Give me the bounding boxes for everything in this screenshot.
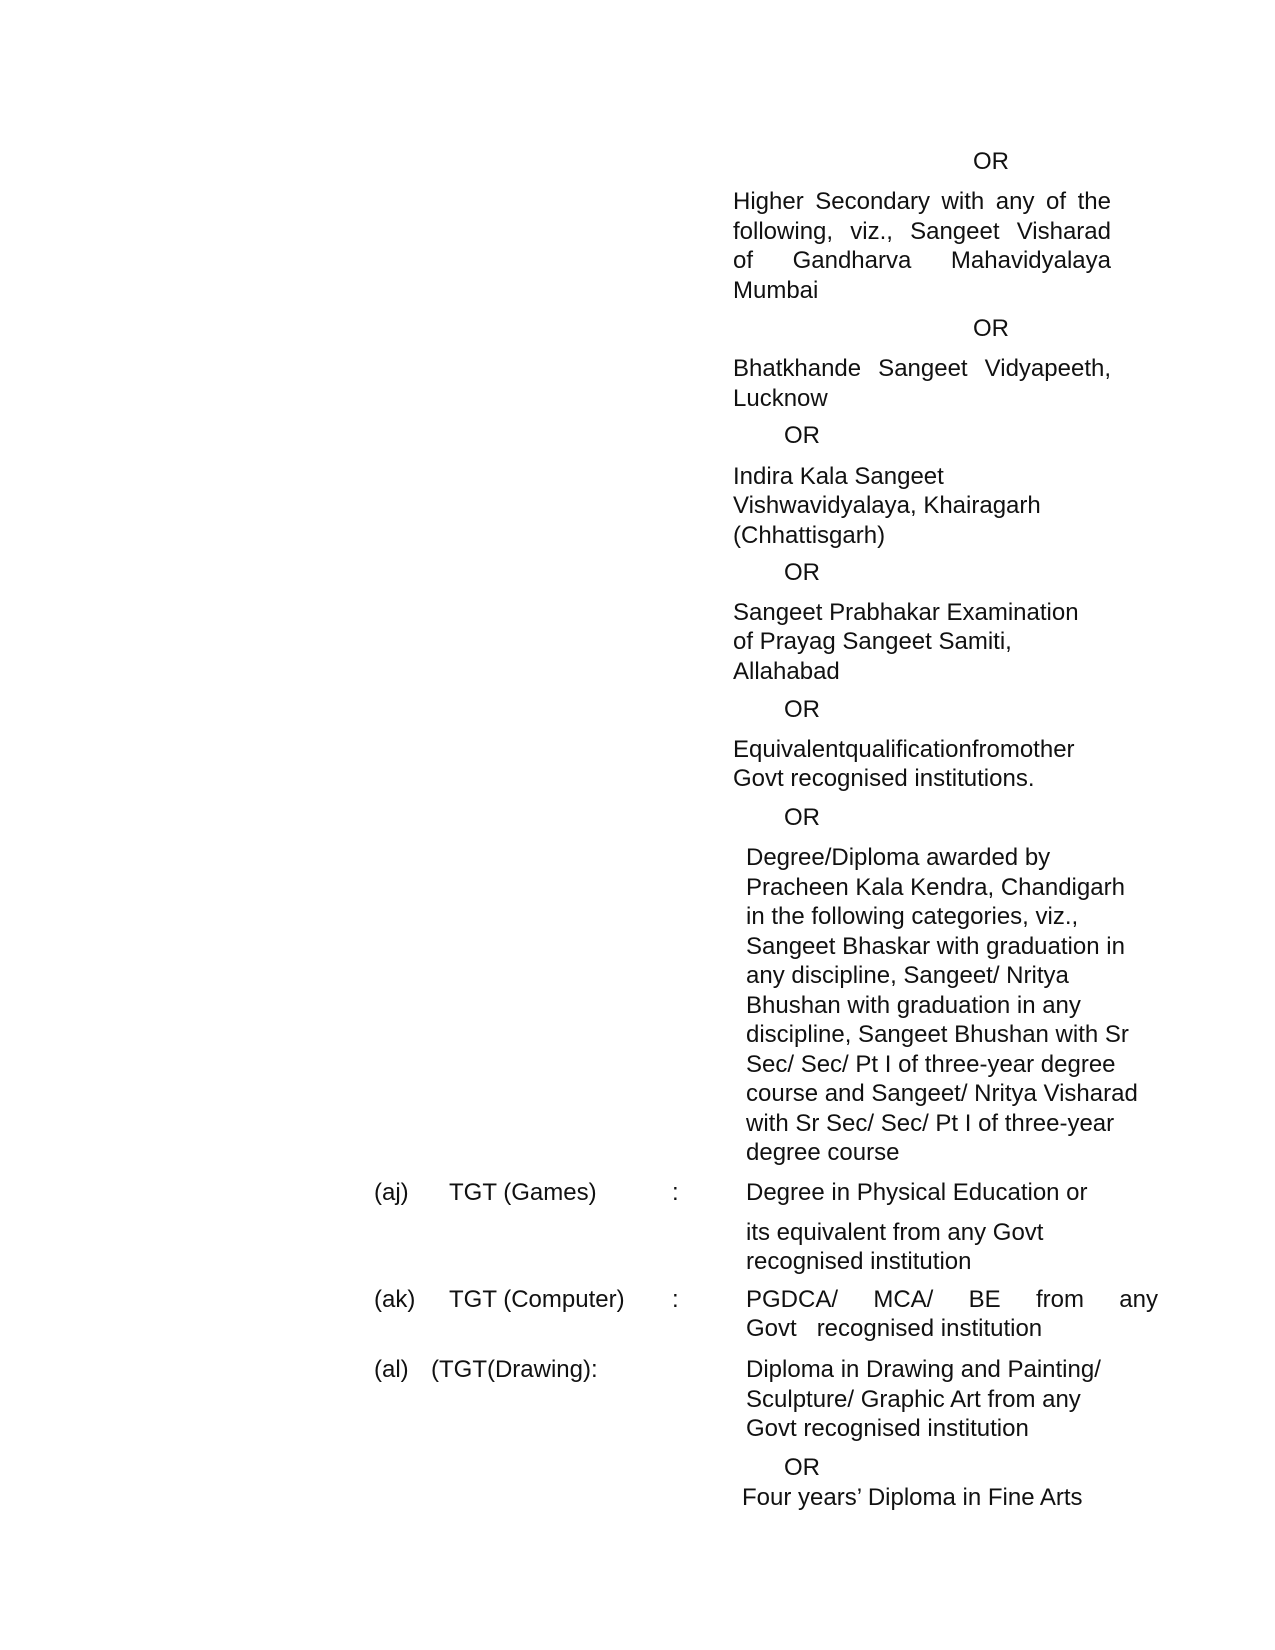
equivalent-line-2: Govt recognised institutions. [733, 765, 1035, 792]
or-separator: OR [973, 315, 1009, 342]
higher-secondary-line-3: of Gandharva Mahavidyalaya [733, 247, 1111, 274]
post-title-drawing: (TGT(Drawing): [431, 1356, 598, 1383]
drawing-qualification-line-4: Four years’ Diploma in Fine Arts [742, 1484, 1083, 1511]
games-qualification-line-2: its equivalent from any Govt [746, 1219, 1044, 1246]
pracheen-line: Degree/Diploma awarded by [746, 844, 1051, 871]
drawing-qualification-line-1: Diploma in Drawing and Painting/ [746, 1356, 1101, 1383]
or-separator: OR [784, 1454, 820, 1481]
indira-line-2: Vishwavidyalaya, Khairagarh [733, 492, 1041, 519]
higher-secondary-line-4: Mumbai [733, 277, 819, 304]
drawing-qualification-line-3: Govt recognised institution [746, 1415, 1029, 1442]
or-separator: OR [784, 559, 820, 586]
pracheen-line: Sec/ Sec/ Pt I of three-year degree [746, 1051, 1116, 1078]
bhatkhande-line-1: Bhatkhande Sangeet Vidyapeeth, [733, 355, 1111, 382]
colon-separator: : [672, 1286, 679, 1313]
prabhakar-line-1: Sangeet Prabhakar Examination [733, 599, 1079, 626]
item-number-aj: (aj) [374, 1179, 409, 1206]
or-separator: OR [784, 422, 820, 449]
higher-secondary-line-1: Higher Secondary with any of the [733, 188, 1111, 215]
pracheen-line: Sangeet Bhaskar with graduation in [746, 933, 1125, 960]
or-separator: OR [973, 148, 1009, 175]
prabhakar-line-2: of Prayag Sangeet Samiti, [733, 628, 1012, 655]
bhatkhande-line-2: Lucknow [733, 385, 828, 412]
item-number-ak: (ak) [374, 1286, 416, 1313]
item-number-al: (al) [374, 1356, 409, 1383]
indira-line-3: (Chhattisgarh) [733, 522, 886, 549]
pracheen-line: Bhushan with graduation in any [746, 992, 1081, 1019]
post-title-games: TGT (Games) [449, 1179, 597, 1206]
prabhakar-line-3: Allahabad [733, 658, 840, 685]
pracheen-line: degree course [746, 1139, 900, 1166]
indira-line-1: Indira Kala Sangeet [733, 463, 944, 490]
pracheen-line: with Sr Sec/ Sec/ Pt I of three-year [746, 1110, 1115, 1137]
colon-separator: : [672, 1179, 679, 1206]
games-qualification-line-3: recognised institution [746, 1248, 972, 1275]
games-qualification-line-1: Degree in Physical Education or [746, 1179, 1088, 1206]
pracheen-line: course and Sangeet/ Nritya Visharad [746, 1080, 1138, 1107]
pracheen-line: Pracheen Kala Kendra, Chandigarh [746, 874, 1125, 901]
pracheen-line: discipline, Sangeet Bhushan with Sr [746, 1021, 1129, 1048]
drawing-qualification-line-2: Sculpture/ Graphic Art from any [746, 1386, 1081, 1413]
or-separator: OR [784, 804, 820, 831]
post-title-computer: TGT (Computer) [449, 1286, 625, 1313]
pracheen-line: in the following categories, viz., [746, 903, 1079, 930]
computer-qualification-line-1: PGDCA/ MCA/ BE from any [746, 1286, 1158, 1313]
pracheen-line: any discipline, Sangeet/ Nritya [746, 962, 1069, 989]
equivalent-line-1: Equivalentqualificationfromother [733, 736, 1075, 763]
higher-secondary-line-2: following, viz., Sangeet Visharad [733, 218, 1111, 245]
computer-qualification-line-2: Govt recognised institution [746, 1315, 1043, 1342]
or-separator: OR [784, 696, 820, 723]
